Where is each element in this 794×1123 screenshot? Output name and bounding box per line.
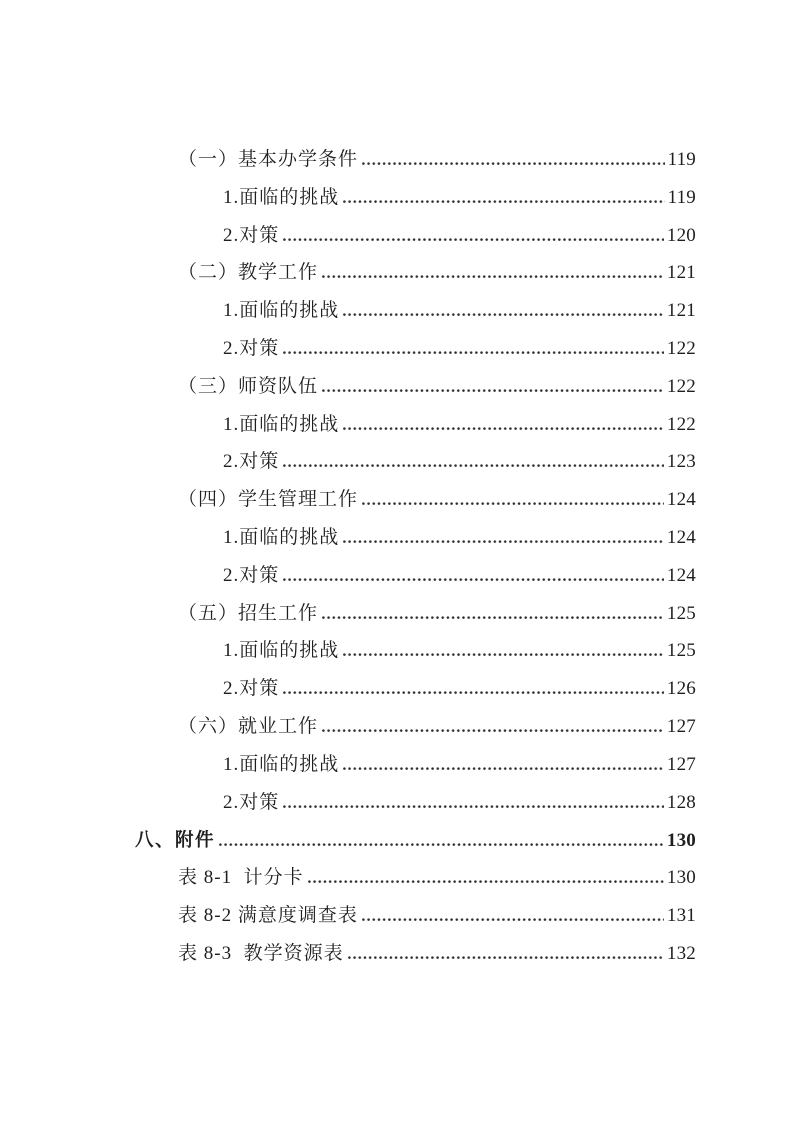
toc-entry-page-number: 119 — [667, 186, 696, 208]
toc-entry[interactable] — [135, 368, 696, 406]
toc-entry-label: （一）基本办学条件 — [178, 149, 359, 170]
dot-leader — [362, 161, 665, 165]
toc-entry[interactable] — [135, 897, 696, 935]
toc-entry-label: 2.对策 — [223, 337, 280, 359]
toc-entry-label: 表 8-2 满意度调查表 — [178, 904, 358, 926]
toc-entry-label: 1.面临的挑战 — [223, 753, 340, 775]
dot-leader — [322, 388, 664, 392]
table-of-contents — [135, 141, 696, 973]
toc-entry[interactable] — [135, 632, 696, 670]
toc-entry-label: 2.对策 — [223, 678, 280, 700]
dot-leader — [343, 652, 664, 656]
toc-entry-page-number: 126 — [666, 678, 696, 700]
dot-leader — [283, 577, 664, 581]
dot-leader — [283, 237, 664, 241]
toc-entry-page-number: 125 — [666, 602, 696, 624]
toc-entry-page-number: 119 — [667, 149, 696, 170]
dot-leader — [283, 690, 664, 694]
toc-entry-page-number: 127 — [666, 715, 696, 737]
toc-entry[interactable] — [135, 557, 696, 595]
dot-leader — [343, 426, 664, 430]
toc-entry-page-number: 120 — [666, 224, 696, 246]
toc-entry[interactable] — [135, 217, 696, 255]
toc-entry[interactable] — [135, 406, 696, 444]
toc-entry-label: 2.对策 — [223, 451, 280, 473]
dot-leader — [283, 804, 664, 808]
toc-entry-label: （四）学生管理工作 — [178, 489, 359, 511]
toc-entry[interactable] — [135, 254, 696, 292]
toc-entry[interactable] — [135, 292, 696, 330]
toc-entry-page-number: 121 — [666, 300, 696, 322]
toc-entry-page-number: 122 — [666, 375, 696, 397]
toc-entry[interactable] — [135, 595, 696, 633]
toc-entry-page-number: 124 — [666, 489, 696, 511]
dot-leader — [343, 539, 664, 543]
toc-entry-page-number: 124 — [666, 526, 696, 548]
dot-leader — [343, 766, 664, 770]
toc-entry-page-number: 130 — [666, 830, 696, 852]
toc-entry[interactable] — [135, 859, 696, 897]
toc-entry[interactable] — [135, 179, 696, 217]
toc-entry[interactable] — [135, 443, 696, 481]
dot-leader — [322, 615, 664, 619]
toc-entry-page-number: 124 — [666, 564, 696, 586]
toc-entry-page-number: 121 — [666, 262, 696, 284]
toc-entry[interactable] — [135, 330, 696, 368]
dot-leader — [343, 312, 664, 316]
toc-entry-label: 1.面临的挑战 — [223, 413, 340, 435]
dot-leader — [283, 463, 664, 467]
toc-entry-page-number: 132 — [666, 942, 696, 964]
toc-entry-label: 1.面临的挑战 — [223, 640, 340, 662]
toc-entry-label: （六）就业工作 — [178, 715, 319, 737]
toc-entry-page-number: 122 — [666, 413, 696, 435]
toc-entry[interactable] — [135, 784, 696, 822]
toc-entry-label: 2.对策 — [223, 224, 280, 246]
dot-leader — [362, 917, 664, 921]
dot-leader — [308, 879, 664, 883]
dot-leader — [219, 842, 664, 846]
toc-entry-page-number: 130 — [666, 867, 696, 889]
toc-entry-label: 2.对策 — [223, 791, 280, 813]
toc-entry-page-number: 125 — [666, 640, 696, 662]
toc-entry[interactable] — [135, 141, 696, 179]
toc-entry[interactable] — [135, 481, 696, 519]
toc-entry-label: 2.对策 — [223, 564, 280, 586]
toc-entry-label: 表 8-1 计分卡 — [178, 867, 304, 889]
toc-entry-label: 1.面临的挑战 — [223, 186, 340, 208]
dot-leader — [322, 728, 664, 732]
toc-entry-label: （三）师资队伍 — [178, 375, 319, 397]
toc-entry-label: 表 8-3 教学资源表 — [178, 942, 344, 964]
toc-entry[interactable] — [135, 821, 696, 859]
dot-leader — [322, 274, 664, 278]
toc-entry[interactable] — [135, 708, 696, 746]
toc-entry-label: （五）招生工作 — [178, 602, 319, 624]
dot-leader — [343, 199, 664, 203]
toc-entry-label: （二）教学工作 — [178, 262, 319, 284]
toc-entry[interactable] — [135, 746, 696, 784]
dot-leader — [283, 350, 664, 354]
toc-entry-page-number: 122 — [666, 337, 696, 359]
dot-leader — [362, 501, 664, 505]
toc-entry-label: 八、附件 — [135, 829, 216, 851]
toc-entry[interactable] — [135, 670, 696, 708]
toc-entry[interactable] — [135, 519, 696, 557]
toc-entry-page-number: 128 — [666, 791, 696, 813]
toc-entry-page-number: 123 — [666, 451, 696, 473]
toc-entry-label: 1.面临的挑战 — [223, 526, 340, 548]
toc-entry-page-number: 127 — [666, 753, 696, 775]
toc-entry[interactable] — [135, 935, 696, 973]
toc-entry-page-number: 131 — [666, 904, 696, 926]
toc-entry-label: 1.面临的挑战 — [223, 300, 340, 322]
dot-leader — [348, 955, 664, 959]
